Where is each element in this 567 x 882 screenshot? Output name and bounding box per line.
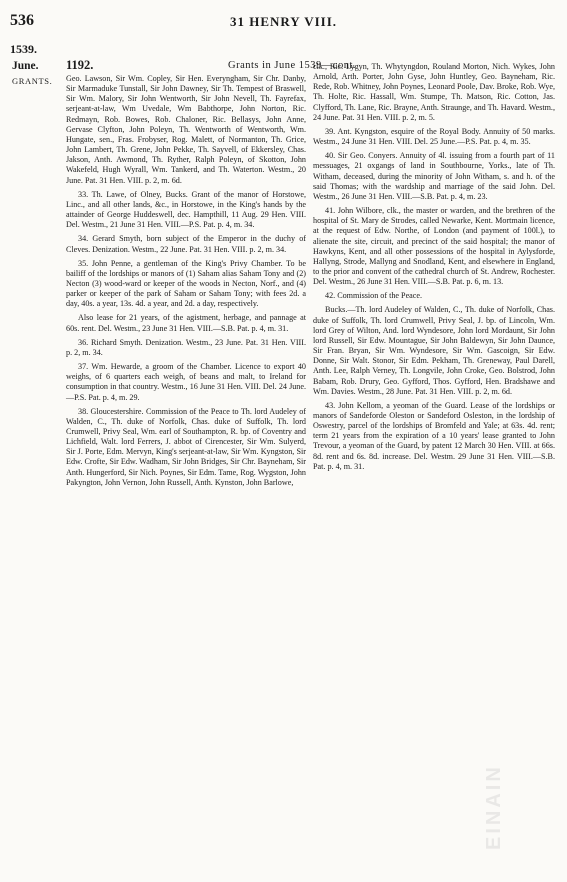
margin-month: June. bbox=[12, 60, 39, 72]
running-header bbox=[10, 12, 557, 34]
paragraph: 35. John Penne, a gentleman of the King's Privy Chamber. To be bailiff of the lordships or manors of (1) Saham alias Saham Tony and (2) Necton (3) wood-ward or keeper of the woods in Necton, Norf., and (4) parker or keeper of the park of Saham or Saham Tony; with fees 2d. a day, 40s. a year, 13s. 4d. a year, and 2d. a day, respectively. bbox=[66, 258, 306, 309]
paragraph: 36. Richard Smyth. Denization. Westm., 23 June. Pat. 31 Hen. VIII. p. 2, m. 34. bbox=[66, 337, 306, 357]
paragraph: 39. Ant. Kyngston, esquire of the Royal Body. Annuity of 50 marks. Westm., 24 June 31 Hen. VIII. Del. 25 June.—P.S. Pat. p. 4, m. 35. bbox=[313, 126, 555, 147]
paragraph: 37. Wm. Hewarde, a groom of the Chamber. Licence to export 40 weighs, of 6 quarters each weigh, of beans and malt, to Ireland for consumption in that country. Westm., 16 June 31 Hen. VIII. Del. 24 June.—P.S. Pat. p. 4, m. 29. bbox=[66, 362, 306, 402]
paragraph: Also lease for 21 years, of the agistment, herbage, and pannage at 60s. rent. Del. Westm., 23 June 31 Hen. VIII.—S.B. Pat. p. 4, m. 31. bbox=[66, 313, 306, 333]
right-column bbox=[313, 62, 555, 476]
paragraph: 42. Commission of the Peace. bbox=[325, 291, 423, 301]
entry-number: 1192. bbox=[66, 58, 94, 72]
paragraph: 43. John Kellom, a yeoman of the Guard. Lease of the lordships or manors of Sandeforde Oleston or Sandeford Osleston, in the lordship of Oswestry, parcel of the lordships of Bromfeld and Yale; at 63s. 4d. rent; term 21 years from the expiration of a 10 years' lease granted to John Trevour, a yeoman of the Guard, by patent 12 March 30 Hen. VIII. at 66s. 8d. rent and 6s. 8d. increase. Del. Westm. 29 June 31 Hen. VIII.—S.B. Pat. p. 4, m. 31. bbox=[313, 400, 555, 471]
reign-title: 31 HENRY VIII. bbox=[229, 14, 338, 29]
section-subheader: Grants in June 1539—cont. bbox=[228, 60, 356, 71]
left-column bbox=[66, 74, 306, 492]
margin-year: 1539. bbox=[10, 42, 37, 56]
paragraph: Bucks.—Th. lord Audeley of Walden, C., Th. duke of Norfolk, Chas. duke of Suffolk, Th. lord Crumwell, Privy Seal, J. bp. of Lincoln, Wm. lord Grey of Wilton, And. lord Wyndesore, John lord Mordaunt, Sir John lord Russell, Sir Edw. Mountague, Sir John Baldewyn, Sir John Daunce, Sir Fran. Bryan, Sir Wm. Wyndesore, Sir Wm. Gascoign, Sir Edw. Donne, Sir Walt. Stonor, Sir Edm. Pekham, Th. Greneway, Paul Darell, Anth. Lee, Ralph Verney, Th. Longvile, John Croke, Geo. Bolstrod, John Babam, Rob. Drury, Geo. Gyfford, Thos. Gyfford, Hen. Bradshawe and Wm. Davies. Westm., 28 June. Pat. 31 Hen. VIII. p. 2, m. 6d. bbox=[313, 305, 555, 396]
paragraph: Geo. Lawson, Sir Wm. Copley, Sir Hen. Everyngham, Sir Chr. Danby, Sir Marmaduke Tunstall, Sir John Dawney, Sir Th. Tempest of Braswell, Sir Wm. Malory, Sir John Wentworth, Sir John Nevell, Th. Fayrefax, serjeant-at-law, Wm Uvedale, Wm Babthorpe, John Norton, Ric. Redmayn, Rob. Bowes, Rob. Chaloner, Ric. Bellasys, John Anne, Gervase Clyfton, John Poleyn, Th. Wentworth of Wentworth, Wm. Hungate, sen., Fras. Frobyser, Rog. Malett, of Normanton, Th. Grice, John Lambert, Th. Grene, John Pekke, Th. Sayvell, of Ekkersley, Chas. Jakson, Anth. Awmond, Th. Ryther, Ralph Poleyn, of Skotton, John Wakefeld, Hugh Wyrall, Wm. Tankerd, and Th. Waterton. Westm., 20 June. Pat. 31 Hen. VIII. p. 2, m. 6d. bbox=[66, 74, 306, 185]
margin-section: GRANTS. bbox=[12, 76, 53, 86]
paragraph: 38. Gloucestershire. Commission of the Peace to Th. lord Audeley of Walden, C., Th. duke of Norfolk, Chas. duke of Suffolk, Th. lord Crumwell, Privy Seal, Wm. earl of Southampton, R. bp. of Coventry and Lichfield, Walt. lord Ferrers, J. abbot of Cirencester, Sir Wm. Sulyerd, Sir J. Porte, Edm. Mervyn, King's serjeant-at-law, Sir Wm. Kyngston, Sir Edw. Crofte, Sir Edw. Wadham, Sir John Bridges, Sir Chr. Bayneham, Sir Anth. Hungerford, Sir Nich. Poynes, Sir Edm. Tame, Rog. Wygston, John Pakyngton, John Vernon, John Russell, Anth. Kynston, John Barlowe, bbox=[66, 406, 306, 487]
watermark: EINAIN bbox=[483, 764, 505, 850]
paragraph: 40. Sir Geo. Conyers. Annuity of 4l. issuing from a fourth part of 11 messuages, 21 oxgangs of land in Southbourne, Yorks., late of Th. Witham, deceased, during the minority of John Witham, s. and h. of the said Thomas; with the wardship and marriage of the said John. Del. Westm., 26 June 31 Hen. VIII.—S.B. Pat. p. 4, m. 23. bbox=[313, 151, 555, 201]
paragraph: 34. Gerard Smyth, born subject of the Emperor in the duchy of Cleves. Denization. Westm., 22 June. Pat. 31 Hen. VIII. p. 2, m. 34. bbox=[66, 234, 306, 254]
paragraph: clk., Ric. Lygyn, Th. Whytyngdon, Rouland Morton, Nich. Wykes, John Arnold, Arth. Porter, John Gyse, John Huntley, Geo. Bayneham, Ric. Rede, Rob. Whitney, John Poynes, Leonard Poole, Dav. Broke, Rob. Wye, Th. Holte, Ric. Hassall, Wm. Stumpe, Th. Matson, Ric. Cotton, Jas. Clyfford, Th. Lane, Ric. Brayne, Anth. Straunge, and Th. Havard. Westm., 24 June. Pat. 31 Hen. VIII. p. 2, m. 5. bbox=[313, 62, 555, 122]
paragraph: 41. John Wilbore, clk., the master or warden, and the brethren of the hospital of St. Mary de Strodes, called Newarke, Kent. Mortmain licence, at the request of Edw. Northe, of London (and payment of 100l.), to alienate the site, circuit, and precinct of the said hospital; the manor of Hawkyns, Kent, and all other possessions of the hospital in Aylysforde, Hallyng, Strode, Mallyng and Snodland, Kent, and elsewhere in England, to the prior and convent of the cathedral church of St. Andrew, Rochester. Del. Westm., 26 June 31 Hen. VIII.—S.B. Pat. p. 6, m. 13. bbox=[313, 206, 555, 287]
page-number: 536 bbox=[10, 12, 34, 29]
paragraph: 33. Th. Lawe, of Olney, Bucks. Grant of the manor of Horstowe, Linc., and all other lands, &c., in Horstowe, in the King's hands by the attainder of George Huddeswell, dec. Hampthill, 11 Aug. 29 Hen. VIII. Del. Westm., 21 June 31 Hen. VIII.—P.S. Pat. p. 4, m. 34. bbox=[66, 189, 306, 230]
